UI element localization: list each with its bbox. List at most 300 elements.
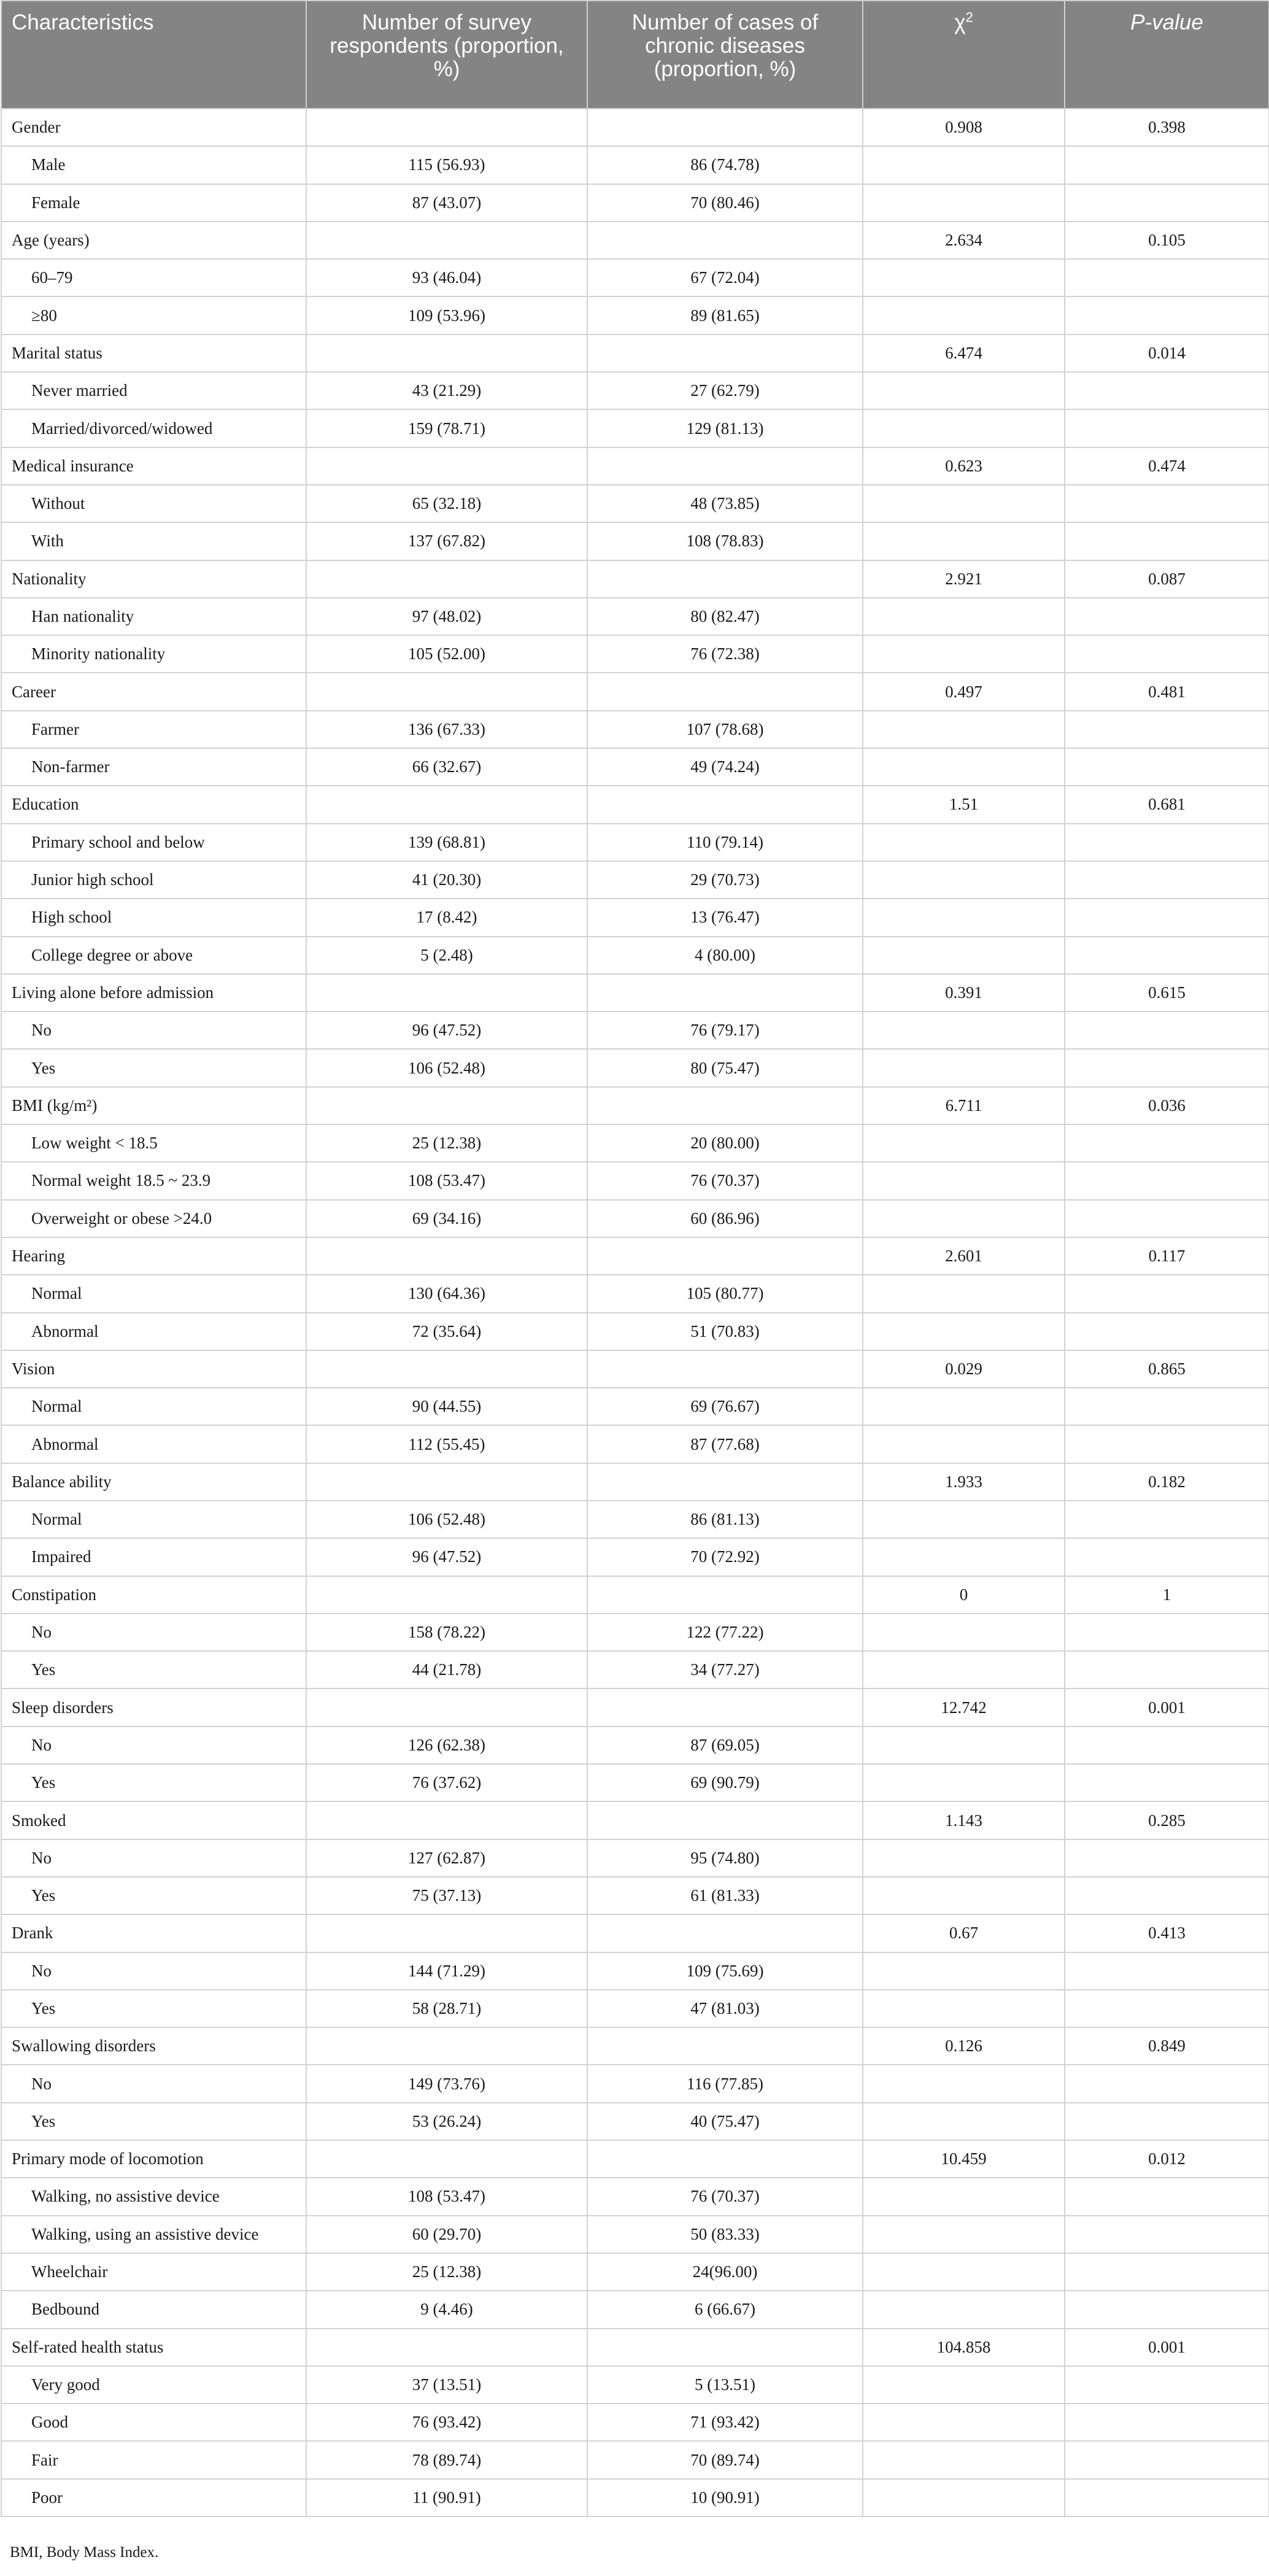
cell-respondents <box>306 2329 587 2366</box>
cell-characteristic: Primary school and below <box>1 824 306 861</box>
cell-characteristic: Male <box>1 146 306 184</box>
group-row <box>1 2027 1269 2065</box>
table-row <box>1 1990 1269 2027</box>
cell-chi-square: 2.634 <box>863 222 1065 259</box>
chi-superscript: 2 <box>965 9 973 25</box>
cell-respondents <box>306 1087 587 1124</box>
cell-cases: 76 (72.38) <box>587 635 863 673</box>
cell-p-value <box>1065 2253 1269 2291</box>
cell-chi-square <box>863 711 1065 748</box>
cell-cases: 47 (81.03) <box>587 1990 863 2027</box>
cell-cases <box>587 109 863 146</box>
cell-respondents: 11 (90.91) <box>306 2479 587 2516</box>
cell-chi-square <box>863 824 1065 861</box>
cell-p-value <box>1065 2479 1269 2516</box>
cell-characteristic: Abnormal <box>1 1313 306 1350</box>
cell-characteristic: No <box>1 1614 306 1651</box>
cell-cases: 29 (70.73) <box>587 861 863 899</box>
cell-chi-square <box>863 1162 1065 1199</box>
cell-chi-square <box>863 1200 1065 1237</box>
cell-cases <box>587 1688 863 1726</box>
cell-cases: 60 (86.96) <box>587 1200 863 1237</box>
cell-respondents: 90 (44.55) <box>306 1388 587 1425</box>
header-chi-square <box>863 1 1065 109</box>
cell-p-value <box>1065 1200 1269 1237</box>
cell-p-value: 0.001 <box>1065 1688 1269 1726</box>
cell-chi-square: 2.601 <box>863 1237 1065 1275</box>
table-row <box>1 259 1269 296</box>
cell-chi-square: 0.623 <box>863 447 1065 485</box>
cell-characteristic: With <box>1 522 306 560</box>
cell-cases <box>587 2027 863 2065</box>
cell-characteristic: Nationality <box>1 560 306 598</box>
cell-cases <box>587 447 863 485</box>
cell-cases <box>587 673 863 710</box>
cell-chi-square <box>863 372 1065 409</box>
table-row <box>1 2441 1269 2478</box>
table-row <box>1 522 1269 560</box>
cell-chi-square <box>863 748 1065 786</box>
cell-cases <box>587 2140 863 2178</box>
cell-p-value <box>1065 184 1269 222</box>
table-row <box>1 1727 1269 1764</box>
cell-cases: 13 (76.47) <box>587 899 863 936</box>
cell-characteristic: BMI (kg/m²) <box>1 1087 306 1124</box>
table-row <box>1 1388 1269 1425</box>
cell-p-value <box>1065 1124 1269 1162</box>
cell-p-value: 0.398 <box>1065 109 1269 146</box>
cell-characteristic: No <box>1 1011 306 1049</box>
cell-characteristic: Female <box>1 184 306 222</box>
cell-chi-square <box>863 937 1065 974</box>
group-row <box>1 673 1269 710</box>
cell-p-value: 0.865 <box>1065 1350 1269 1388</box>
cell-cases: 110 (79.14) <box>587 824 863 861</box>
cell-characteristic: Sleep disorders <box>1 1688 306 1726</box>
cell-respondents <box>306 1350 587 1388</box>
table-row <box>1 1501 1269 1538</box>
cell-chi-square: 0.029 <box>863 1350 1065 1388</box>
table-row <box>1 184 1269 222</box>
cell-chi-square <box>863 899 1065 936</box>
cell-chi-square <box>863 1764 1065 1801</box>
cell-cases: 24(96.00) <box>587 2253 863 2291</box>
cell-respondents: 66 (32.67) <box>306 748 587 786</box>
cell-respondents: 105 (52.00) <box>306 635 587 673</box>
cell-cases <box>587 1914 863 1952</box>
cell-respondents: 5 (2.48) <box>306 937 587 974</box>
cell-respondents: 109 (53.96) <box>306 296 587 334</box>
cell-p-value <box>1065 1952 1269 1990</box>
cell-chi-square <box>863 2479 1065 2516</box>
group-row <box>1 1237 1269 1275</box>
table-row <box>1 1313 1269 1350</box>
table-row <box>1 1877 1269 1914</box>
cell-cases: 80 (75.47) <box>587 1049 863 1086</box>
group-row <box>1 974 1269 1011</box>
cell-respondents: 108 (53.47) <box>306 1162 587 1199</box>
cell-characteristic: Career <box>1 673 306 710</box>
cell-characteristic: Medical insurance <box>1 447 306 485</box>
cell-cases: 122 (77.22) <box>587 1614 863 1651</box>
cell-cases <box>587 2329 863 2366</box>
cell-chi-square <box>863 1952 1065 1990</box>
cell-cases: 61 (81.33) <box>587 1877 863 1914</box>
cell-characteristic: Age (years) <box>1 222 306 259</box>
cell-characteristic: No <box>1 1727 306 1764</box>
table-row <box>1 1764 1269 1801</box>
cell-respondents: 44 (21.78) <box>306 1651 587 1688</box>
header-p-value <box>1065 1 1269 109</box>
group-row <box>1 447 1269 485</box>
cell-chi-square <box>863 2065 1065 2102</box>
group-row <box>1 1801 1269 1839</box>
cell-cases: 80 (82.47) <box>587 598 863 635</box>
table-row <box>1 1425 1269 1463</box>
cell-cases: 69 (90.79) <box>587 1764 863 1801</box>
table-row <box>1 2178 1269 2215</box>
cell-characteristic: Living alone before admission <box>1 974 306 1011</box>
cell-respondents: 130 (64.36) <box>306 1275 587 1312</box>
cell-cases <box>587 1576 863 1614</box>
cell-respondents: 41 (20.30) <box>306 861 587 899</box>
cell-chi-square <box>863 2178 1065 2215</box>
cell-cases <box>587 1801 863 1839</box>
table-row <box>1 1538 1269 1576</box>
table-row <box>1 1200 1269 1237</box>
cell-cases: 67 (72.04) <box>587 259 863 296</box>
cell-respondents: 37 (13.51) <box>306 2366 587 2404</box>
cell-cases: 70 (89.74) <box>587 2441 863 2478</box>
cell-characteristic: Gender <box>1 109 306 146</box>
cell-characteristic: Good <box>1 2404 306 2441</box>
cell-p-value: 0.474 <box>1065 447 1269 485</box>
cell-cases <box>587 560 863 598</box>
group-row <box>1 1350 1269 1388</box>
group-row <box>1 560 1269 598</box>
cell-chi-square <box>863 1839 1065 1877</box>
cell-characteristic: High school <box>1 899 306 936</box>
cell-respondents: 25 (12.38) <box>306 1124 587 1162</box>
cell-p-value <box>1065 1425 1269 1463</box>
cell-chi-square: 104.858 <box>863 2329 1065 2366</box>
cell-p-value <box>1065 1877 1269 1914</box>
cell-respondents <box>306 2140 587 2178</box>
cell-p-value <box>1065 2216 1269 2253</box>
cell-p-value <box>1065 1388 1269 1425</box>
cell-characteristic: Yes <box>1 2103 306 2140</box>
cell-respondents <box>306 560 587 598</box>
cell-chi-square <box>863 2253 1065 2291</box>
cell-p-value: 0.681 <box>1065 786 1269 823</box>
cell-respondents: 96 (47.52) <box>306 1538 587 1576</box>
cell-p-value: 0.012 <box>1065 2140 1269 2178</box>
table-footnote: BMI, Body Mass Index. <box>10 2544 159 2561</box>
cell-characteristic: Normal <box>1 1501 306 1538</box>
group-row <box>1 1688 1269 1726</box>
cell-cases <box>587 1350 863 1388</box>
cell-characteristic: Wheelchair <box>1 2253 306 2291</box>
table-row <box>1 2253 1269 2291</box>
cell-p-value: 0.014 <box>1065 335 1269 372</box>
cell-p-value <box>1065 1614 1269 1651</box>
group-row <box>1 1087 1269 1124</box>
cell-cases: 27 (62.79) <box>587 372 863 409</box>
cell-cases: 48 (73.85) <box>587 485 863 522</box>
cell-respondents: 96 (47.52) <box>306 1011 587 1049</box>
cell-respondents: 93 (46.04) <box>306 259 587 296</box>
cell-respondents <box>306 2027 587 2065</box>
cell-chi-square <box>863 296 1065 334</box>
cell-chi-square: 6.474 <box>863 335 1065 372</box>
cell-p-value <box>1065 635 1269 673</box>
cell-cases: 71 (93.42) <box>587 2404 863 2441</box>
cell-characteristic: Drank <box>1 1914 306 1952</box>
cell-cases <box>587 1087 863 1124</box>
cell-characteristic: Smoked <box>1 1801 306 1839</box>
cell-respondents: 108 (53.47) <box>306 2178 587 2215</box>
cell-p-value <box>1065 598 1269 635</box>
table-row <box>1 2216 1269 2253</box>
cell-p-value <box>1065 146 1269 184</box>
table-row <box>1 711 1269 748</box>
cell-cases: 49 (74.24) <box>587 748 863 786</box>
cell-p-value <box>1065 2404 1269 2441</box>
cell-p-value <box>1065 2103 1269 2140</box>
cell-characteristic: Vision <box>1 1350 306 1388</box>
table-row <box>1 861 1269 899</box>
cell-respondents: 136 (67.33) <box>306 711 587 748</box>
cell-cases: 109 (75.69) <box>587 1952 863 1990</box>
cell-chi-square <box>863 1049 1065 1086</box>
cell-respondents: 112 (55.45) <box>306 1425 587 1463</box>
cell-p-value <box>1065 861 1269 899</box>
cell-chi-square <box>863 1501 1065 1538</box>
cell-characteristic: Marital status <box>1 335 306 372</box>
cell-cases <box>587 1463 863 1501</box>
cell-chi-square <box>863 1388 1065 1425</box>
cell-p-value <box>1065 711 1269 748</box>
group-row <box>1 786 1269 823</box>
cell-characteristic: Self-rated health status <box>1 2329 306 2366</box>
cell-chi-square <box>863 409 1065 447</box>
table-row <box>1 824 1269 861</box>
table-row <box>1 1124 1269 1162</box>
cell-cases: 108 (78.83) <box>587 522 863 560</box>
table-row <box>1 1614 1269 1651</box>
cell-characteristic: Hearing <box>1 1237 306 1275</box>
cell-chi-square <box>863 1538 1065 1576</box>
cell-characteristic: Yes <box>1 1651 306 1688</box>
cell-chi-square <box>863 1124 1065 1162</box>
cell-characteristic: Farmer <box>1 711 306 748</box>
cell-cases <box>587 786 863 823</box>
cell-characteristic: No <box>1 1952 306 1990</box>
cell-characteristic: Education <box>1 786 306 823</box>
header-characteristics: Characteristics <box>1 1 306 109</box>
table-row <box>1 409 1269 447</box>
cell-chi-square: 6.711 <box>863 1087 1065 1124</box>
cell-cases <box>587 222 863 259</box>
cell-characteristic: Yes <box>1 1877 306 1914</box>
cell-cases: 50 (83.33) <box>587 2216 863 2253</box>
group-row <box>1 335 1269 372</box>
table-row <box>1 598 1269 635</box>
cell-cases: 116 (77.85) <box>587 2065 863 2102</box>
cell-chi-square <box>863 522 1065 560</box>
header-cases: Number of cases of chronic diseases (proportion, %) <box>587 1 863 109</box>
table-row <box>1 1162 1269 1199</box>
cell-p-value <box>1065 748 1269 786</box>
cell-respondents <box>306 222 587 259</box>
cell-respondents <box>306 1914 587 1952</box>
table-row <box>1 2479 1269 2516</box>
table-row <box>1 146 1269 184</box>
cell-p-value <box>1065 2291 1269 2328</box>
cell-respondents: 159 (78.71) <box>306 409 587 447</box>
group-row <box>1 2140 1269 2178</box>
cell-p-value: 1 <box>1065 1576 1269 1614</box>
table-body <box>1 109 1269 2516</box>
cell-characteristic: Yes <box>1 1764 306 1801</box>
cell-characteristic: Low weight < 18.5 <box>1 1124 306 1162</box>
cell-respondents: 106 (52.48) <box>306 1501 587 1538</box>
table-row <box>1 2366 1269 2404</box>
cell-cases: 70 (72.92) <box>587 1538 863 1576</box>
cell-chi-square <box>863 2103 1065 2140</box>
cell-respondents: 137 (67.82) <box>306 522 587 560</box>
cell-chi-square <box>863 1651 1065 1688</box>
cell-characteristic: Primary mode of locomotion <box>1 2140 306 2178</box>
cell-p-value: 0.849 <box>1065 2027 1269 2065</box>
cell-characteristic: No <box>1 2065 306 2102</box>
cell-characteristic: ≥80 <box>1 296 306 334</box>
cell-respondents: 78 (89.74) <box>306 2441 587 2478</box>
cell-respondents: 106 (52.48) <box>306 1049 587 1086</box>
p-value-label: P-value <box>1130 10 1203 34</box>
cell-characteristic: Poor <box>1 2479 306 2516</box>
cell-respondents <box>306 1463 587 1501</box>
cell-characteristic: Walking, using an assistive device <box>1 2216 306 2253</box>
cell-p-value: 0.105 <box>1065 222 1269 259</box>
table-row <box>1 937 1269 974</box>
cell-chi-square: 0.67 <box>863 1914 1065 1952</box>
cell-characteristic: Married/divorced/widowed <box>1 409 306 447</box>
cell-p-value <box>1065 1162 1269 1199</box>
cell-p-value: 0.182 <box>1065 1463 1269 1501</box>
cell-respondents: 43 (21.29) <box>306 372 587 409</box>
cell-respondents: 115 (56.93) <box>306 146 587 184</box>
cell-characteristic: Constipation <box>1 1576 306 1614</box>
cell-cases: 6 (66.67) <box>587 2291 863 2328</box>
cell-p-value <box>1065 1764 1269 1801</box>
cell-p-value <box>1065 372 1269 409</box>
cell-characteristic: Fair <box>1 2441 306 2478</box>
cell-p-value <box>1065 1011 1269 1049</box>
cell-characteristic: Walking, no assistive device <box>1 2178 306 2215</box>
cell-p-value: 0.413 <box>1065 1914 1269 1952</box>
cell-p-value <box>1065 485 1269 522</box>
cell-cases: 76 (70.37) <box>587 2178 863 2215</box>
table-row <box>1 635 1269 673</box>
cell-characteristic: Normal weight 18.5 ~ 23.9 <box>1 1162 306 1199</box>
cell-cases: 86 (74.78) <box>587 146 863 184</box>
cell-chi-square <box>863 861 1065 899</box>
cell-chi-square <box>863 2216 1065 2253</box>
cell-respondents: 17 (8.42) <box>306 899 587 936</box>
cell-p-value <box>1065 2441 1269 2478</box>
cell-p-value <box>1065 824 1269 861</box>
cell-p-value <box>1065 1538 1269 1576</box>
cell-respondents: 69 (34.16) <box>306 1200 587 1237</box>
cell-respondents <box>306 1688 587 1726</box>
cell-cases: 69 (76.67) <box>587 1388 863 1425</box>
cell-respondents: 127 (62.87) <box>306 1839 587 1877</box>
cell-chi-square <box>863 1614 1065 1651</box>
cell-respondents: 139 (68.81) <box>306 824 587 861</box>
cell-respondents: 72 (35.64) <box>306 1313 587 1350</box>
cell-chi-square <box>863 2366 1065 2404</box>
cell-p-value <box>1065 1990 1269 2027</box>
cell-chi-square <box>863 259 1065 296</box>
table-row <box>1 296 1269 334</box>
table-row <box>1 2103 1269 2140</box>
table-row <box>1 2404 1269 2441</box>
cell-p-value: 0.615 <box>1065 974 1269 1011</box>
cell-p-value <box>1065 1049 1269 1086</box>
cell-p-value <box>1065 1313 1269 1350</box>
cell-characteristic: Yes <box>1 1990 306 2027</box>
cell-respondents <box>306 1576 587 1614</box>
cell-respondents: 158 (78.22) <box>306 1614 587 1651</box>
cell-chi-square: 12.742 <box>863 1688 1065 1726</box>
table-row <box>1 1952 1269 1990</box>
cell-p-value <box>1065 1651 1269 1688</box>
cell-characteristic: Without <box>1 485 306 522</box>
cell-respondents <box>306 109 587 146</box>
cell-cases: 34 (77.27) <box>587 1651 863 1688</box>
cell-characteristic: 60–79 <box>1 259 306 296</box>
cell-p-value <box>1065 1839 1269 1877</box>
cell-respondents: 87 (43.07) <box>306 184 587 222</box>
cell-characteristic: Very good <box>1 2366 306 2404</box>
cell-p-value <box>1065 1727 1269 1764</box>
cell-p-value: 0.285 <box>1065 1801 1269 1839</box>
cell-characteristic: Impaired <box>1 1538 306 1576</box>
cell-characteristic: Yes <box>1 1049 306 1086</box>
cell-cases: 5 (13.51) <box>587 2366 863 2404</box>
cell-characteristic: Non-farmer <box>1 748 306 786</box>
cell-chi-square <box>863 2441 1065 2478</box>
cell-characteristic: Minority nationality <box>1 635 306 673</box>
cell-cases: 95 (74.80) <box>587 1839 863 1877</box>
cell-chi-square <box>863 184 1065 222</box>
cell-p-value <box>1065 937 1269 974</box>
cell-characteristic: Swallowing disorders <box>1 2027 306 2065</box>
cell-cases <box>587 974 863 1011</box>
cell-characteristic: Junior high school <box>1 861 306 899</box>
table-row <box>1 748 1269 786</box>
cell-respondents: 144 (71.29) <box>306 1952 587 1990</box>
cell-chi-square: 0.908 <box>863 109 1065 146</box>
table-row <box>1 899 1269 936</box>
cell-respondents: 75 (37.13) <box>306 1877 587 1914</box>
cell-chi-square <box>863 1990 1065 2027</box>
cell-chi-square: 1.933 <box>863 1463 1065 1501</box>
cell-respondents: 65 (32.18) <box>306 485 587 522</box>
table-row <box>1 372 1269 409</box>
cell-cases: 20 (80.00) <box>587 1124 863 1162</box>
